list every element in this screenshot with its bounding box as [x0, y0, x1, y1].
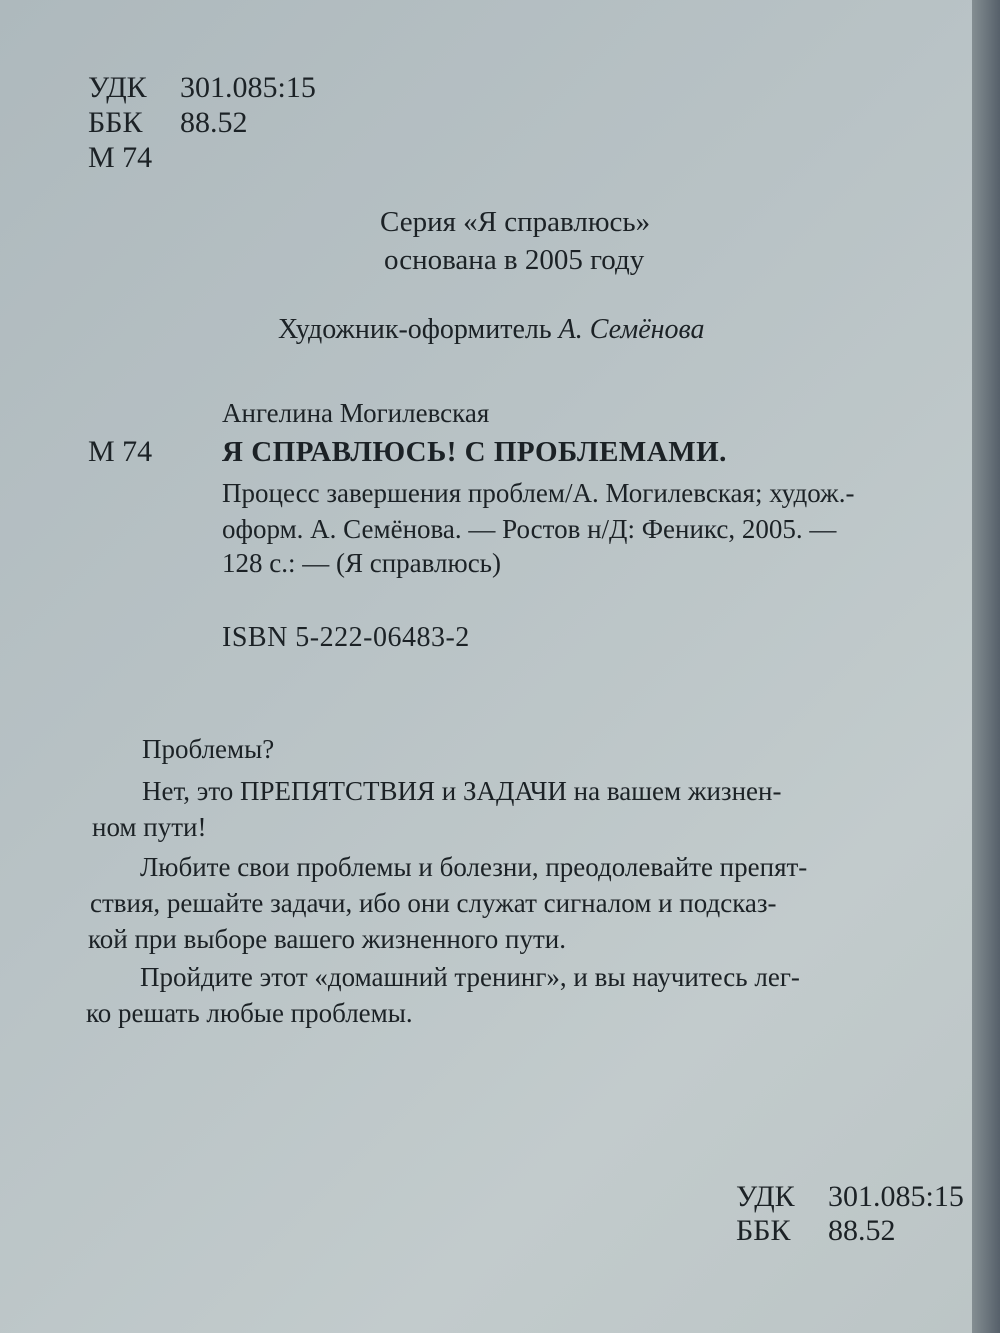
udk-label: УДК: [88, 71, 147, 104]
isbn: ISBN 5-222-06483-2: [222, 622, 470, 653]
bbk-bottom: [736, 1214, 896, 1248]
catalog-author: Ангелина Могилевская: [222, 398, 490, 428]
series-line-2: основана в 2005 году: [384, 244, 645, 276]
annotation-line: ном пути!: [92, 812, 207, 842]
bbk-value: 88.52: [180, 106, 248, 139]
catalog-desc-line: оформ. А. Семёнова. — Ростов н/Д: Феникс, 2005. —: [222, 514, 837, 544]
annotation-line: Любите свои проблемы и болезни, преодолевайте препят-: [140, 852, 808, 882]
annotation-line: ствия, решайте задачи, ибо они служат сигналом и подсказ-: [90, 888, 777, 918]
designer-credit: [278, 314, 704, 346]
bbk-label: ББК: [736, 1214, 791, 1247]
udk-top: [88, 72, 316, 104]
bbk-top: [88, 107, 248, 139]
page-edge-shadow: [972, 0, 1000, 1333]
designer-label: Художник-оформитель: [278, 314, 552, 345]
annotation-line: ко решать любые проблемы.: [86, 998, 413, 1028]
designer-name: А. Семёнова: [558, 314, 705, 345]
udk-value: 301.085:15: [180, 71, 316, 104]
series-line-1: Серия «Я справлюсь»: [380, 206, 651, 238]
annotation-line: Нет, это ПРЕПЯТСТВИЯ и ЗАДАЧИ на вашем жизнен-: [142, 776, 782, 806]
bbk-label: ББК: [88, 106, 143, 139]
udk-label: УДК: [736, 1180, 795, 1213]
annotation-line: кой при выборе вашего жизненного пути.: [88, 924, 566, 954]
annotation-line: Проблемы?: [142, 734, 275, 764]
udk-bottom: [736, 1180, 964, 1214]
catalog-desc-line: Процесс завершения проблем/А. Могилевская; худож.-: [222, 478, 855, 508]
udk-value: 301.085:15: [828, 1180, 964, 1213]
catalog-desc-line: 128 с.: — (Я справлюсь): [222, 548, 501, 578]
author-mark-top: М 74: [88, 141, 153, 174]
annotation-line: Пройдите этот «домашний тренинг», и вы научитесь лег-: [140, 962, 800, 992]
catalog-title: Я СПРАВЛЮСЬ! С ПРОБЛЕМАМИ.: [222, 436, 727, 468]
bbk-value: 88.52: [828, 1214, 896, 1247]
catalog-mark: М 74: [88, 435, 153, 468]
